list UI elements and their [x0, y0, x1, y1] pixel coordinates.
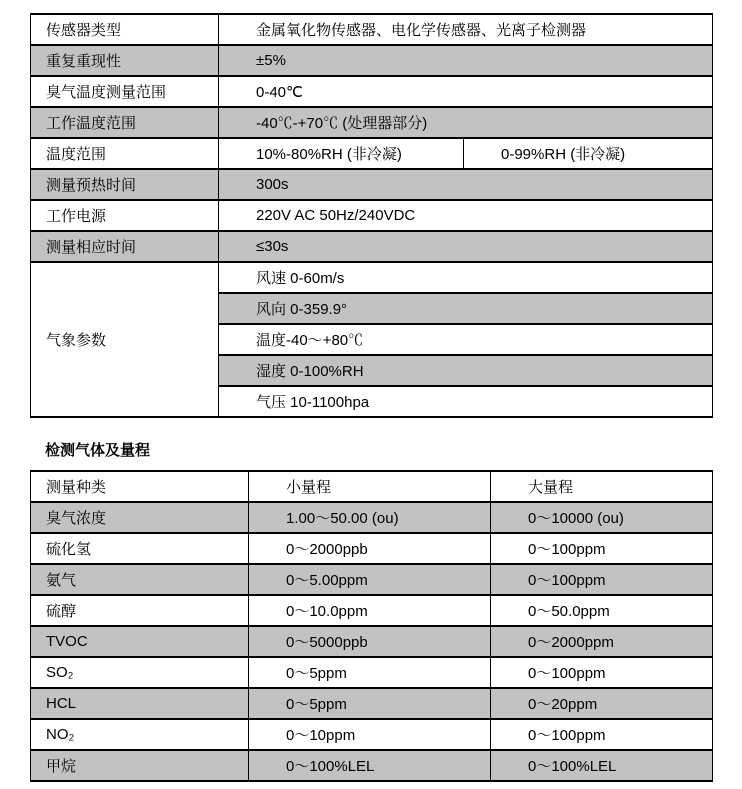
spec-row — [31, 107, 713, 138]
gas-table-header-row — [31, 471, 713, 502]
gas-large-range-cell: 0～100ppm — [491, 657, 713, 688]
gas-small-range-cell: 0～5000ppb — [249, 626, 491, 657]
gas-name-cell: HCL — [31, 688, 249, 719]
weather-param-cell: 气压 10-1100hpa — [219, 386, 713, 417]
spec-row — [31, 200, 713, 231]
spec-row — [31, 231, 713, 262]
gas-row — [31, 533, 713, 564]
spec-value-cell: 0-40℃ — [219, 76, 713, 107]
gas-header-cell: 小量程 — [249, 471, 491, 502]
gas-row — [31, 626, 713, 657]
spec-value-left-cell: 10%-80%RH (非冷凝) — [219, 138, 464, 169]
gas-large-range-cell: 0～100ppm — [491, 533, 713, 564]
spec-value-cell: ±5% — [219, 45, 713, 76]
spec-value-cell: 金属氧化物传感器、电化学传感器、光离子检测器 — [219, 14, 713, 45]
gas-name-cell: 臭气浓度 — [31, 502, 249, 533]
spec-label-cell: 测量预热时间 — [31, 169, 219, 200]
spec-row — [31, 45, 713, 76]
gas-small-range-cell: 0～5ppm — [249, 688, 491, 719]
gas-name-cell: 硫化氢 — [31, 533, 249, 564]
gas-name-cell: 氨气 — [31, 564, 249, 595]
gas-row — [31, 502, 713, 533]
spec-value-right-cell: 0-99%RH (非冷凝) — [464, 138, 713, 169]
gas-name-cell: NO₂ — [31, 719, 249, 750]
gas-range-table — [30, 470, 713, 782]
gas-name-cell: SO₂ — [31, 657, 249, 688]
gas-large-range-cell: 0～100ppm — [491, 564, 713, 595]
gas-small-range-cell: 0～100%LEL — [249, 750, 491, 781]
gas-header-cell: 大量程 — [491, 471, 713, 502]
gas-large-range-cell: 0～20ppm — [491, 688, 713, 719]
gas-row — [31, 719, 713, 750]
gas-large-range-cell: 0～50.0ppm — [491, 595, 713, 626]
gas-large-range-cell: 0～2000ppm — [491, 626, 713, 657]
gas-small-range-cell: 0～2000ppb — [249, 533, 491, 564]
weather-param-cell: 温度-40～+80℃ — [219, 324, 713, 355]
gas-small-range-cell: 0～5.00ppm — [249, 564, 491, 595]
gas-row — [31, 750, 713, 781]
spec-row — [31, 138, 713, 169]
spec-value-cell: ≤30s — [219, 231, 713, 262]
weather-group-label-cell: 气象参数 — [31, 262, 219, 417]
gas-small-range-cell: 1.00～50.00 (ou) — [249, 502, 491, 533]
section-heading: 检测气体及量程 — [45, 442, 151, 459]
gas-name-cell: TVOC — [31, 626, 249, 657]
gas-row — [31, 688, 713, 719]
gas-small-range-cell: 0～10.0ppm — [249, 595, 491, 626]
spec-row — [31, 76, 713, 107]
spec-label-cell: 温度范围 — [31, 138, 219, 169]
gas-row — [31, 564, 713, 595]
weather-param-cell: 湿度 0-100%RH — [219, 355, 713, 386]
weather-param-row — [31, 262, 713, 293]
gas-header-cell: 测量种类 — [31, 471, 249, 502]
gas-large-range-cell: 0～100ppm — [491, 719, 713, 750]
spec-label-cell: 传感器类型 — [31, 14, 219, 45]
gas-name-cell: 甲烷 — [31, 750, 249, 781]
gas-small-range-cell: 0～10ppm — [249, 719, 491, 750]
spec-label-cell: 测量相应时间 — [31, 231, 219, 262]
weather-param-cell: 风速 0-60m/s — [219, 262, 713, 293]
spec-value-cell: -40℃-+70℃ (处理器部分) — [219, 107, 713, 138]
gas-large-range-cell: 0～100%LEL — [491, 750, 713, 781]
gas-row — [31, 595, 713, 626]
spec-value-cell: 300s — [219, 169, 713, 200]
gas-small-range-cell: 0～5ppm — [249, 657, 491, 688]
sensor-spec-table — [30, 13, 713, 418]
gas-name-cell: 硫醇 — [31, 595, 249, 626]
spec-row — [31, 14, 713, 45]
weather-param-cell: 风向 0-359.9° — [219, 293, 713, 324]
spec-value-cell: 220V AC 50Hz/240VDC — [219, 200, 713, 231]
spec-label-cell: 臭气温度测量范围 — [31, 76, 219, 107]
gas-row — [31, 657, 713, 688]
spec-label-cell: 工作电源 — [31, 200, 219, 231]
spec-row — [31, 169, 713, 200]
spec-label-cell: 重复重现性 — [31, 45, 219, 76]
spec-label-cell: 工作温度范围 — [31, 107, 219, 138]
gas-large-range-cell: 0～10000 (ou) — [491, 502, 713, 533]
